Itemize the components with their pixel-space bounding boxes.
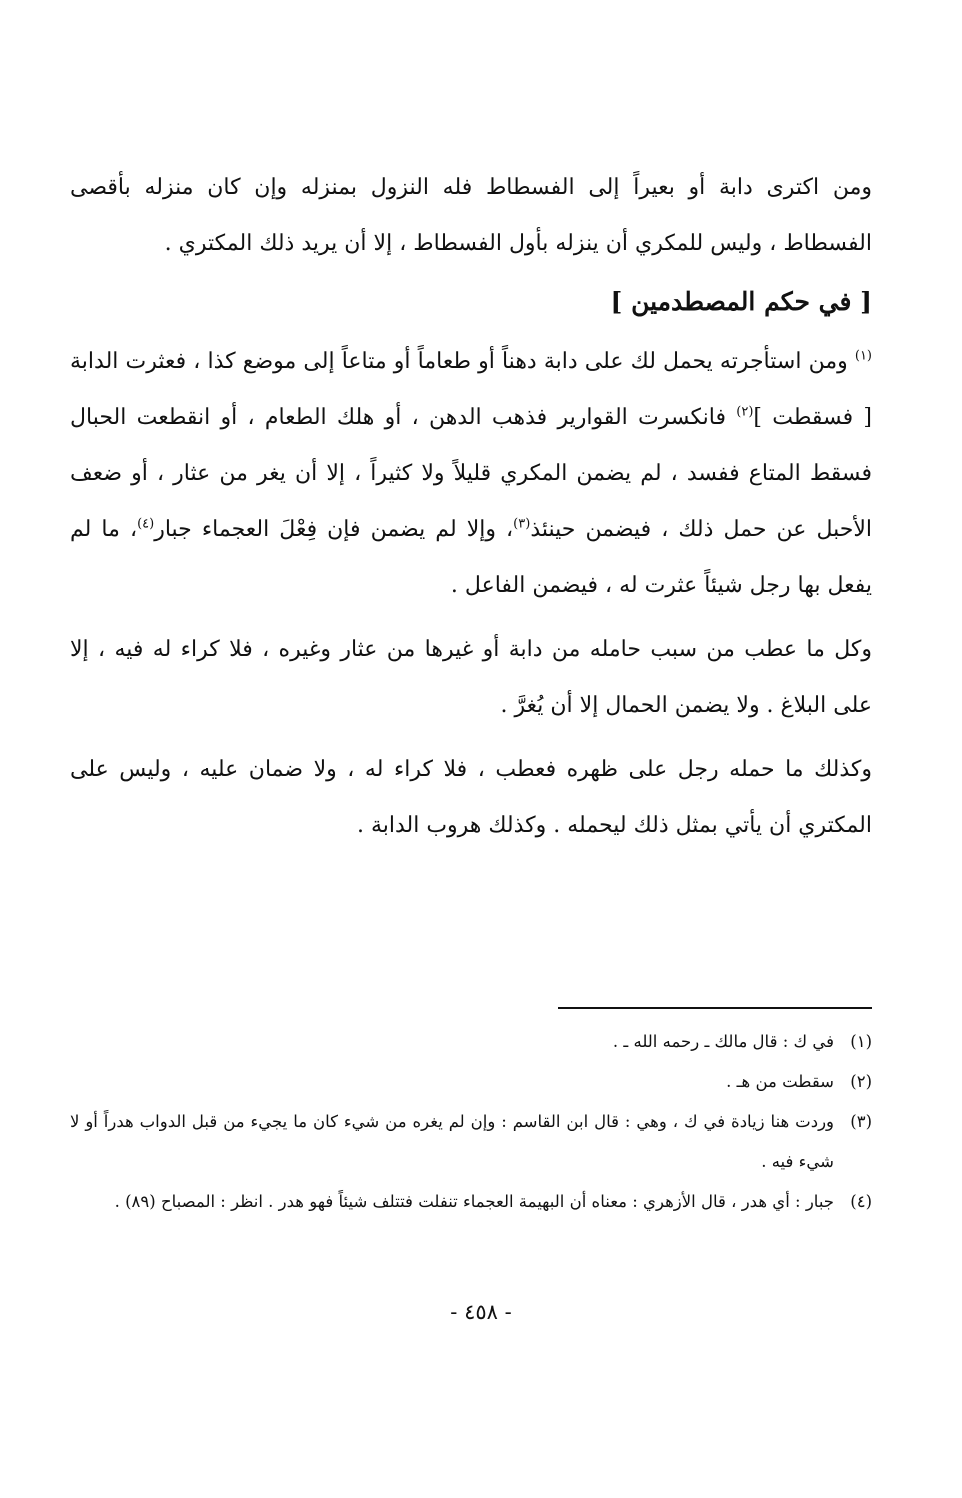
footnote-number: (١) [850,1032,872,1051]
footnote-ref-2: (٢) [736,404,754,420]
footnote-1 [70,1022,872,1062]
footnote-number: (٤) [850,1192,872,1211]
paragraph-rental-destination: ومن اكترى دابة أو بعيراً إلى الفسطاط فله النزول بمنزله وإن كان منزله بأقصى الفسطاط ، وليس للمكري أن ينزله بأول الفسطاط ، إلا أن يريد ذلك المكتري . [70,175,872,256]
footnote-2 [70,1062,872,1102]
paragraph-carried-on-back: وكذلك ما حمله رجل على ظهره فعطب ، فلا كراء له ، ولا ضمان عليه ، وليس على المكتري أن يأتي بمثل ذلك ليحمله . وكذلك هروب الدابة . [70,757,872,838]
footnote-text: جبار : أي هدر ، قال الأزهري : معناه أن البهيمة العجماء تنفلت فتتلف شيئاً فهو هدر . انظر : المصباح (٨٩) . [114,1192,834,1211]
footnote-text: وردت هنا زيادة في ك ، وهي : قال ابن القاسم : وإن لم يغره من شيء كان ما يجيء من قبل الدواب هدراً أو لا شيء فيه . [70,1112,834,1171]
footnote-text: في ك : قال مالك ـ رحمه الله ـ . [612,1032,834,1051]
paragraph-text: ، وإلا لم يضمن فإن فِعْلَ العجماء جبار [154,517,514,542]
footnote-4 [70,1182,872,1222]
paragraph-damaged-goods: وكل ما عطب من سبب حامله من دابة أو غيرها من عثار وغيره ، فلا كراء له فيه ، إلا على البلاغ . ولا يضمن الحمال إلا أن يُغرَّ . [70,637,872,718]
section-heading: [ في حكم المصطدمين ] [610,287,872,316]
main-text [70,160,872,854]
footnotes [70,1022,872,1222]
paragraph-text: ومن استأجرته يحمل لك على دابة دهناً أو طعاماً أو متاعاً إلى موضع كذا ، فعثرت الدابة [ فسقطت ] [70,349,872,430]
paragraph-carrier-liability [70,334,872,614]
footnote-ref-3: (٣) [513,516,531,532]
footnote-3 [70,1102,872,1182]
footnote-number: (٢) [850,1072,872,1091]
paragraph-text: ، ما لم يفعل بها رجل شيئاً عثرت له ، فيضمن الفاعل . [70,517,872,598]
page-number: - ٤٥٨ - [450,1300,512,1324]
footnote-ref-1: (١) [854,348,872,364]
footnote-divider [558,1007,872,1009]
footnote-text: سقطت من هـ . [726,1072,834,1091]
footnote-number: (٣) [850,1112,872,1131]
paragraph-text: فانكسرت القوارير فذهب الدهن ، أو هلك الطعام ، أو انقطعت الحبال فسقط المتاع ففسد ، لم يضمن المكري قليلاً ولا كثيراً ، إلا أن يغر من عثار ، أو ضعف الأحبل عن حمل ذلك ، فيضمن حينئذ [70,405,873,542]
footnote-ref-4: (٤) [137,516,155,532]
